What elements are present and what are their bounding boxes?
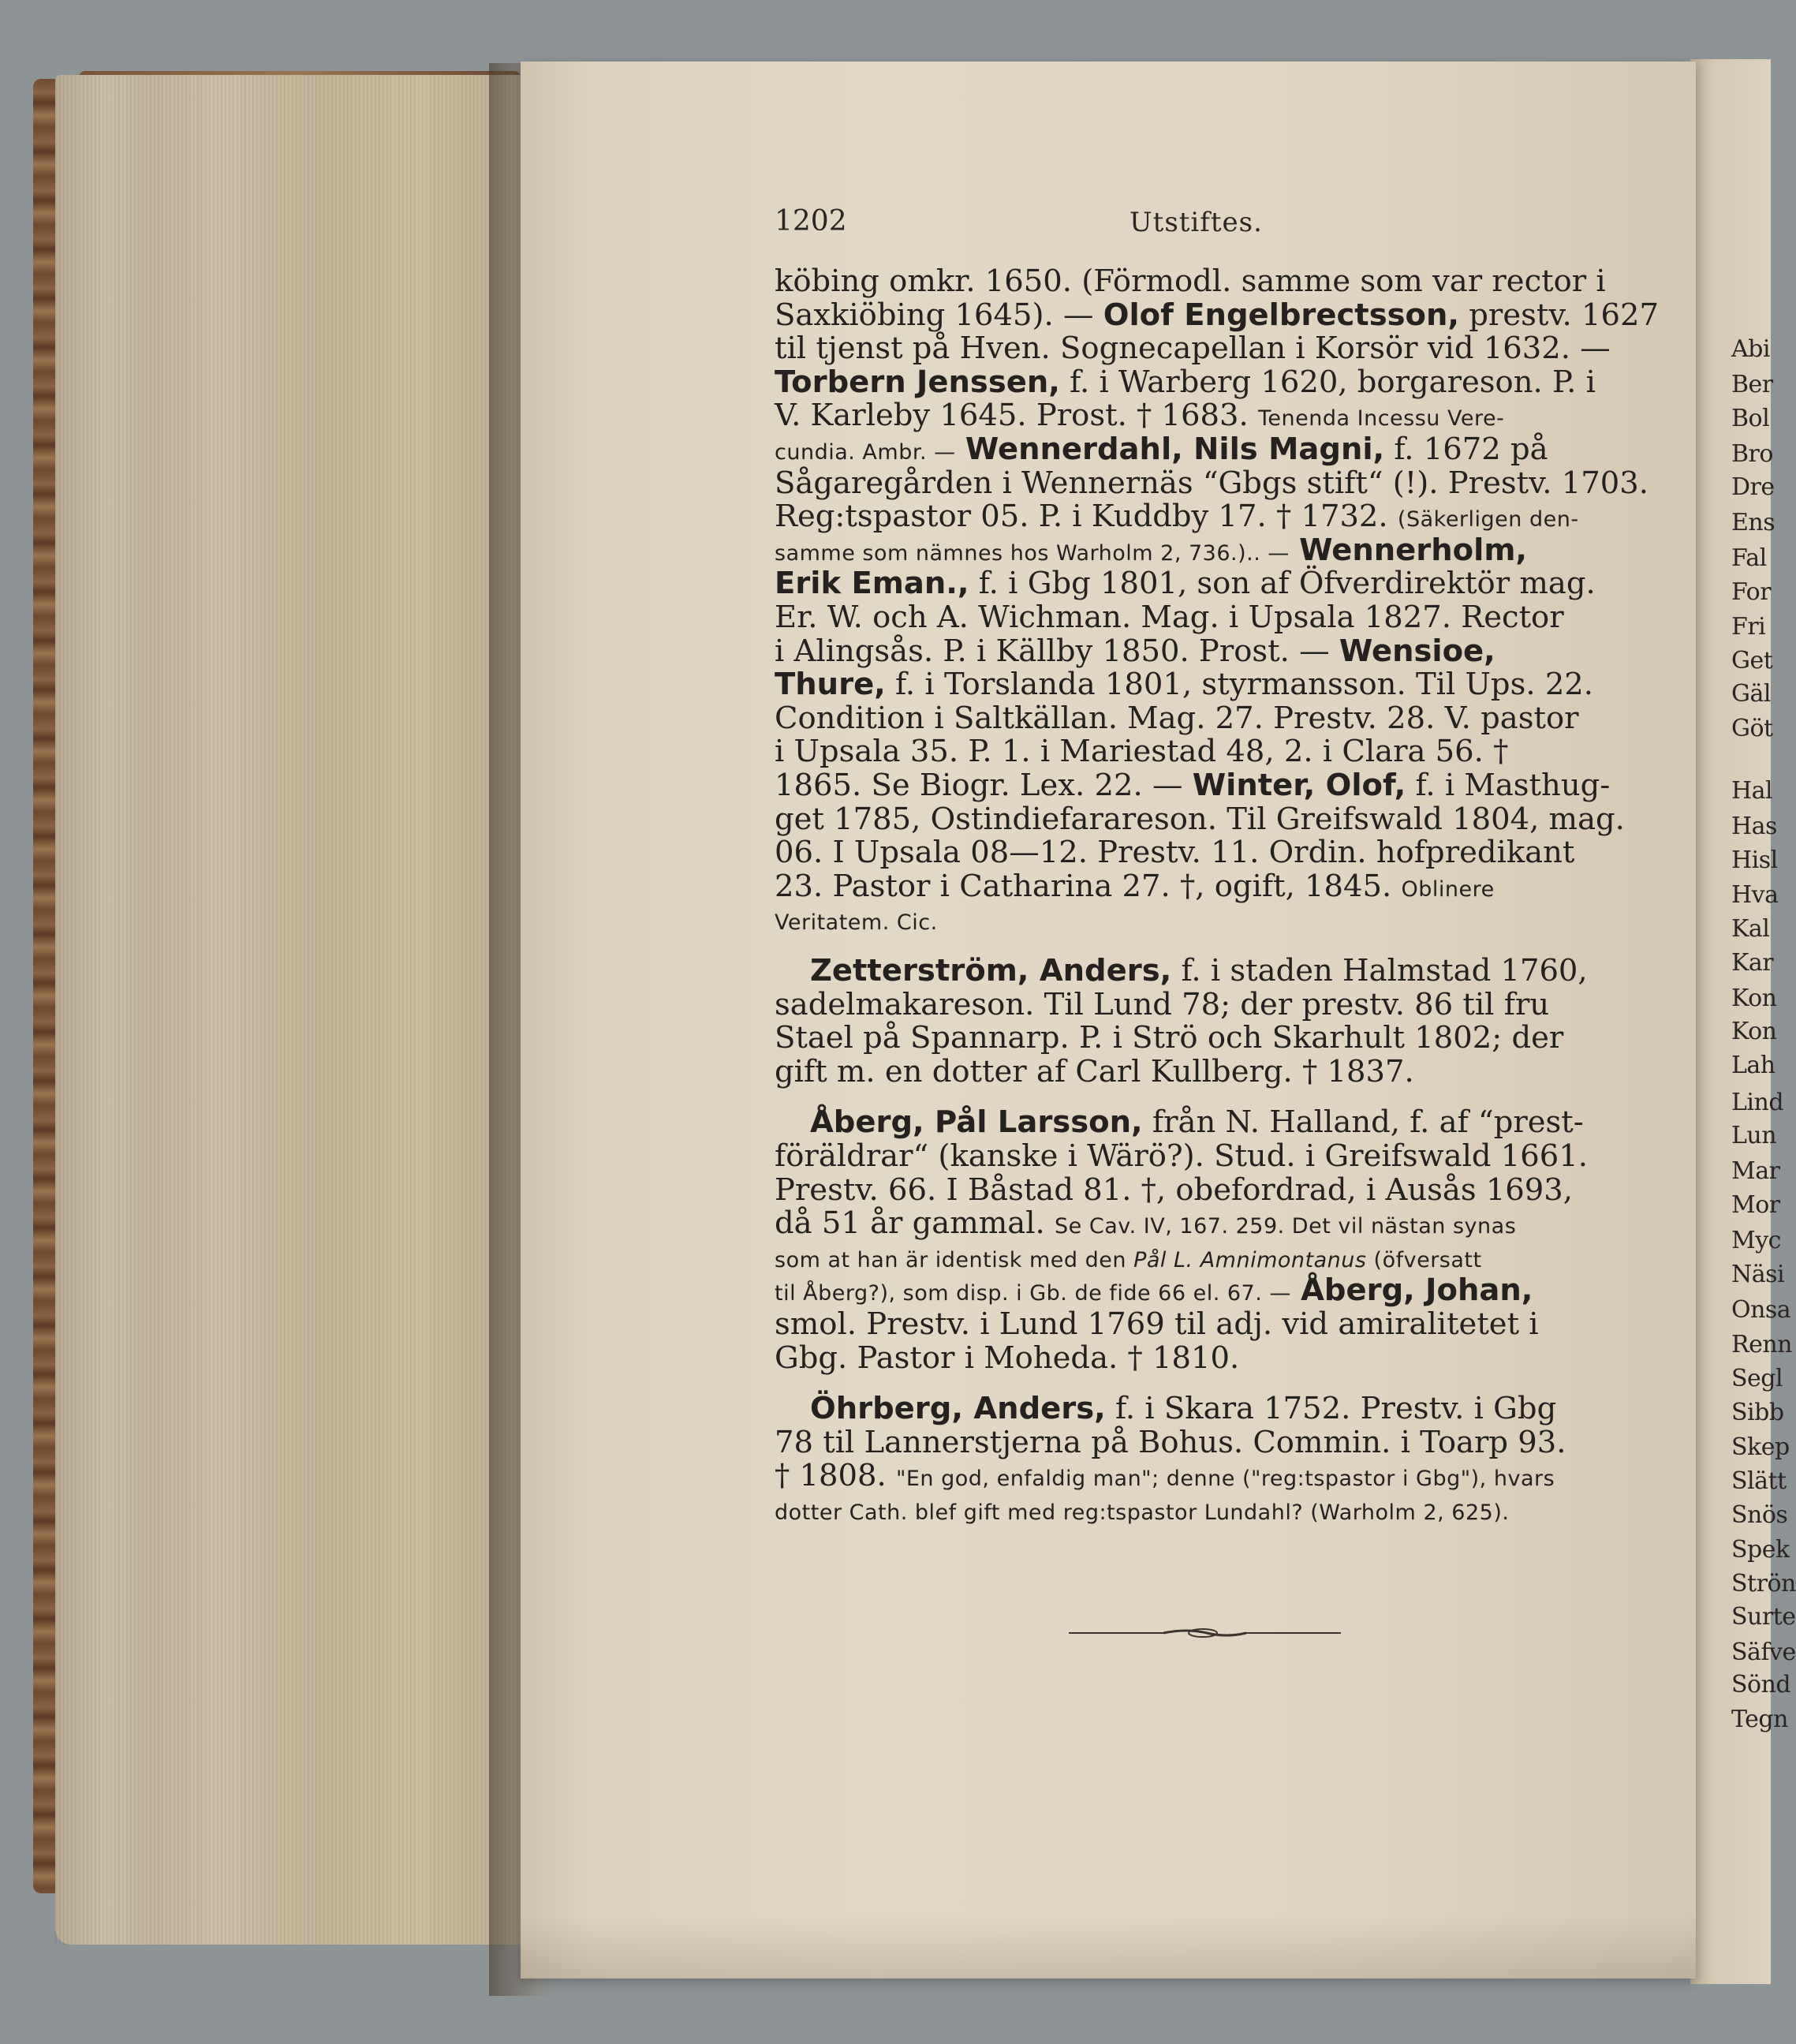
text-run: smol. Prestv. i Lund 1769 til adj. vid amiralitetet i xyxy=(775,1306,1539,1342)
text-line xyxy=(810,1105,1584,1140)
index-entry: Ens xyxy=(1731,509,1775,536)
index-entry: Lah xyxy=(1731,1052,1775,1079)
index-entry: Segl xyxy=(1731,1365,1783,1392)
index-entry: Säfve xyxy=(1731,1639,1796,1666)
index-entry: Näsi xyxy=(1731,1261,1785,1288)
text-run: då 51 år gammal. xyxy=(775,1205,1055,1242)
index-entry: Göt xyxy=(1731,715,1773,742)
index-entry: Onsa xyxy=(1731,1296,1791,1324)
text-run: 78 til Lannerstjerna på Bohus. Commin. i Toarp 93. xyxy=(775,1424,1566,1460)
text-run: som at han är identisk med den xyxy=(775,1247,1134,1272)
index-entry: Dre xyxy=(1731,473,1775,501)
text-run: cundia. Ambr. — xyxy=(775,440,956,465)
entry-name: Wensioe, xyxy=(1339,633,1495,669)
text-line xyxy=(810,1392,1556,1426)
text-run: "En god, enfaldig man"; denne ("reg:tspastor i Gbg"), hvars xyxy=(895,1467,1555,1492)
entry-name: Öhrberg, Anders, xyxy=(810,1391,1106,1427)
index-entry: Strön xyxy=(1731,1570,1796,1597)
page-edge-lines xyxy=(55,75,536,1945)
index-entry: Gäl xyxy=(1731,680,1771,708)
index-entry: Lun xyxy=(1731,1122,1777,1149)
text-line xyxy=(775,634,1495,669)
text-run: Veritatem. Cic. xyxy=(775,910,938,936)
index-entry: Skep xyxy=(1731,1433,1790,1461)
entry-name: Thure, xyxy=(775,667,886,703)
index-entry: Abi xyxy=(1731,335,1770,363)
entry-name: Åberg, Pål Larsson, xyxy=(810,1104,1143,1141)
index-entry: Fal xyxy=(1731,544,1767,572)
text-run: til Åberg?), som disp. i Gb. de fide 66 el. 67. — xyxy=(775,1281,1291,1306)
index-entry: Kal xyxy=(1731,915,1770,943)
text-run: köbing omkr. 1650. (Förmodl. samme som var rector i xyxy=(775,263,1606,299)
text-run: i Upsala 35. P. 1. i Mariestad 48, 2. i Clara 56. † xyxy=(775,734,1509,770)
text-run: f. i Warberg 1620, borgareson. P. i xyxy=(1059,364,1596,400)
text-line xyxy=(775,264,1606,299)
index-entry: Myc xyxy=(1731,1227,1781,1254)
index-entry: Surte xyxy=(1731,1603,1796,1631)
text-run: från N. Halland, f. af “prest- xyxy=(1142,1104,1584,1141)
entry-name: Winter, Olof, xyxy=(1192,768,1406,803)
text-run: Reg:tspastor 05. P. i Kuddby 17. † 1732. xyxy=(775,499,1398,535)
text-run: dotter Cath. blef gift med reg:tspastor Lundahl? (Warholm 2, 625). xyxy=(775,1500,1510,1525)
text-run: Er. W. och A. Wichman. Mag. i Upsala 1827. Rector xyxy=(775,600,1564,635)
entry-name: Erik Eman., xyxy=(775,566,969,602)
text-line xyxy=(775,667,1593,702)
text-run: Condition i Saltkällan. Mag. 27. Prestv. 28. V. pastor xyxy=(775,700,1579,736)
text-line xyxy=(775,902,938,940)
text-line xyxy=(775,802,1625,837)
entry-name: Wennerdahl, Nils Magni, xyxy=(965,432,1385,467)
text-run: † 1808. xyxy=(775,1458,896,1494)
text-run xyxy=(956,432,965,467)
closing-ornament xyxy=(1069,1625,1341,1641)
page-number: 1202 xyxy=(775,205,847,237)
text-line xyxy=(775,1459,1555,1497)
text-run: Gbg. Pastor i Moheda. † 1810. xyxy=(775,1340,1240,1376)
index-entry: Tegn xyxy=(1731,1706,1788,1733)
entry-name: Torbern Jenssen, xyxy=(775,364,1060,400)
entry-name: Olof Engelbrectsson, xyxy=(1103,297,1460,333)
index-entry: Snös xyxy=(1731,1501,1788,1529)
text-run: Sågaregården i Wennernäs “Gbgs stift“ (!). Prestv. 1703. xyxy=(775,465,1649,501)
text-line xyxy=(775,1493,1509,1530)
text-run: Oblinere xyxy=(1401,876,1495,902)
text-run: V. Karleby 1645. Prost. † 1683. xyxy=(775,398,1258,434)
index-entry: Get xyxy=(1731,647,1773,674)
text-line xyxy=(775,298,1659,333)
text-run: gift m. en dotter af Carl Kullberg. † 1837. xyxy=(775,1053,1414,1089)
index-entry: Has xyxy=(1731,813,1777,840)
text-line xyxy=(775,1307,1539,1342)
index-entry: Sönd xyxy=(1731,1671,1791,1698)
text-run: samme som nämnes hos Warholm 2, 736.).. — xyxy=(775,540,1290,566)
text-run: f. i Masthug- xyxy=(1406,768,1611,803)
text-run: get 1785, Ostindiefarareson. Til Greifswald 1804, mag. xyxy=(775,801,1625,837)
text-line xyxy=(775,1341,1239,1376)
entry-name: Åberg, Johan, xyxy=(1301,1272,1533,1309)
entry-name: Wennerholm, xyxy=(1299,532,1528,568)
text-line xyxy=(775,566,1596,601)
text-run: til tjenst på Hven. Sognecapellan i Korsör vid 1632. — xyxy=(775,331,1611,367)
index-entry: Renn xyxy=(1731,1331,1792,1358)
text-line xyxy=(775,768,1610,803)
index-entry: Bol xyxy=(1731,405,1770,432)
text-run: f. i staden Halmstad 1760, xyxy=(1171,953,1588,988)
page-shadow xyxy=(521,1915,1696,1979)
index-entry: Kon xyxy=(1731,985,1777,1012)
text-run: f. i Torslanda 1801, styrmansson. Til Ups. 22. xyxy=(885,667,1594,703)
text-run: (Säkerligen den- xyxy=(1397,507,1579,532)
index-page-edge xyxy=(1690,59,1796,1984)
index-entry: Bro xyxy=(1731,440,1773,468)
index-entry: Hisl xyxy=(1731,846,1778,874)
text-run xyxy=(1290,532,1299,568)
text-run: f. i Gbg 1801, son af Öfverdirektör mag. xyxy=(969,566,1596,602)
text-run: f. 1672 på xyxy=(1384,432,1548,467)
text-run: Prestv. 66. I Båstad 81. †, obefordrad, i Ausås 1693, xyxy=(775,1171,1574,1208)
index-entry: Slätt xyxy=(1731,1467,1787,1495)
text-line xyxy=(775,1021,1563,1056)
index-entry: Kar xyxy=(1731,949,1774,977)
text-run: f. i Skara 1752. Prestv. i Gbg xyxy=(1105,1391,1557,1427)
text-run: 06. I Upsala 08—12. Prestv. 11. Ordin. hofpredikant xyxy=(775,835,1575,871)
text-run: 1865. Se Biogr. Lex. 22. — xyxy=(775,768,1193,803)
index-entry: Hal xyxy=(1731,777,1773,805)
text-line xyxy=(775,1139,1588,1174)
text-run xyxy=(1291,1272,1301,1308)
index-entry: Kon xyxy=(1731,1018,1777,1045)
entry-name: Zetterström, Anders, xyxy=(810,953,1172,988)
running-title: Utstiftes. xyxy=(1130,207,1263,238)
index-entry: Mar xyxy=(1731,1157,1780,1185)
text-run: Tenenda Incessu Vere- xyxy=(1258,406,1505,432)
text-run: 23. Pastor i Catharina 27. †, ogift, 1845. xyxy=(775,868,1402,904)
text-run: Stael på Spannarp. P. i Strö och Skarhult 1802; der xyxy=(775,1020,1564,1056)
left-page-block xyxy=(55,75,536,1945)
text-line xyxy=(775,466,1649,501)
index-entry: Fri xyxy=(1731,613,1766,641)
text-line xyxy=(775,988,1549,1022)
text-line xyxy=(775,869,1495,907)
index-entry: Mor xyxy=(1731,1191,1780,1219)
text-run: i Alingsås. P. i Källby 1850. Prost. — xyxy=(775,633,1339,669)
text-line xyxy=(775,365,1596,400)
index-entry: Spek xyxy=(1731,1536,1790,1564)
index-entry: Sibb xyxy=(1731,1399,1784,1426)
text-line xyxy=(775,331,1611,366)
text-line xyxy=(775,1206,1516,1244)
text-run: prestv. 1627 xyxy=(1459,297,1659,333)
index-entry: Lind xyxy=(1731,1089,1784,1116)
index-entry: For xyxy=(1731,578,1772,606)
text-line xyxy=(775,1426,1566,1460)
text-run: (öfversatt xyxy=(1366,1247,1482,1272)
text-run: sadelmakareson. Til Lund 78; der prestv. 86 til fru xyxy=(775,986,1550,1022)
text-run: Saxkiöbing 1645). — xyxy=(775,297,1103,333)
text-run: föräldrar“ (kanske i Wärö?). Stud. i Greifswald 1661. xyxy=(775,1138,1588,1174)
index-entry: Ber xyxy=(1731,371,1773,398)
text-line xyxy=(775,835,1574,870)
index-entry: Hva xyxy=(1731,881,1779,909)
text-line xyxy=(775,1173,1573,1208)
text-run: Se Cav. IV, 167. 259. Det vil nästan synas xyxy=(1055,1214,1517,1239)
text-line xyxy=(775,734,1508,769)
text-run: Pål L. Amnimontanus xyxy=(1133,1247,1367,1272)
text-line xyxy=(775,701,1579,736)
text-line xyxy=(775,600,1564,635)
index-entries xyxy=(1690,59,1796,1984)
text-line xyxy=(775,1055,1414,1089)
text-line xyxy=(810,954,1588,988)
